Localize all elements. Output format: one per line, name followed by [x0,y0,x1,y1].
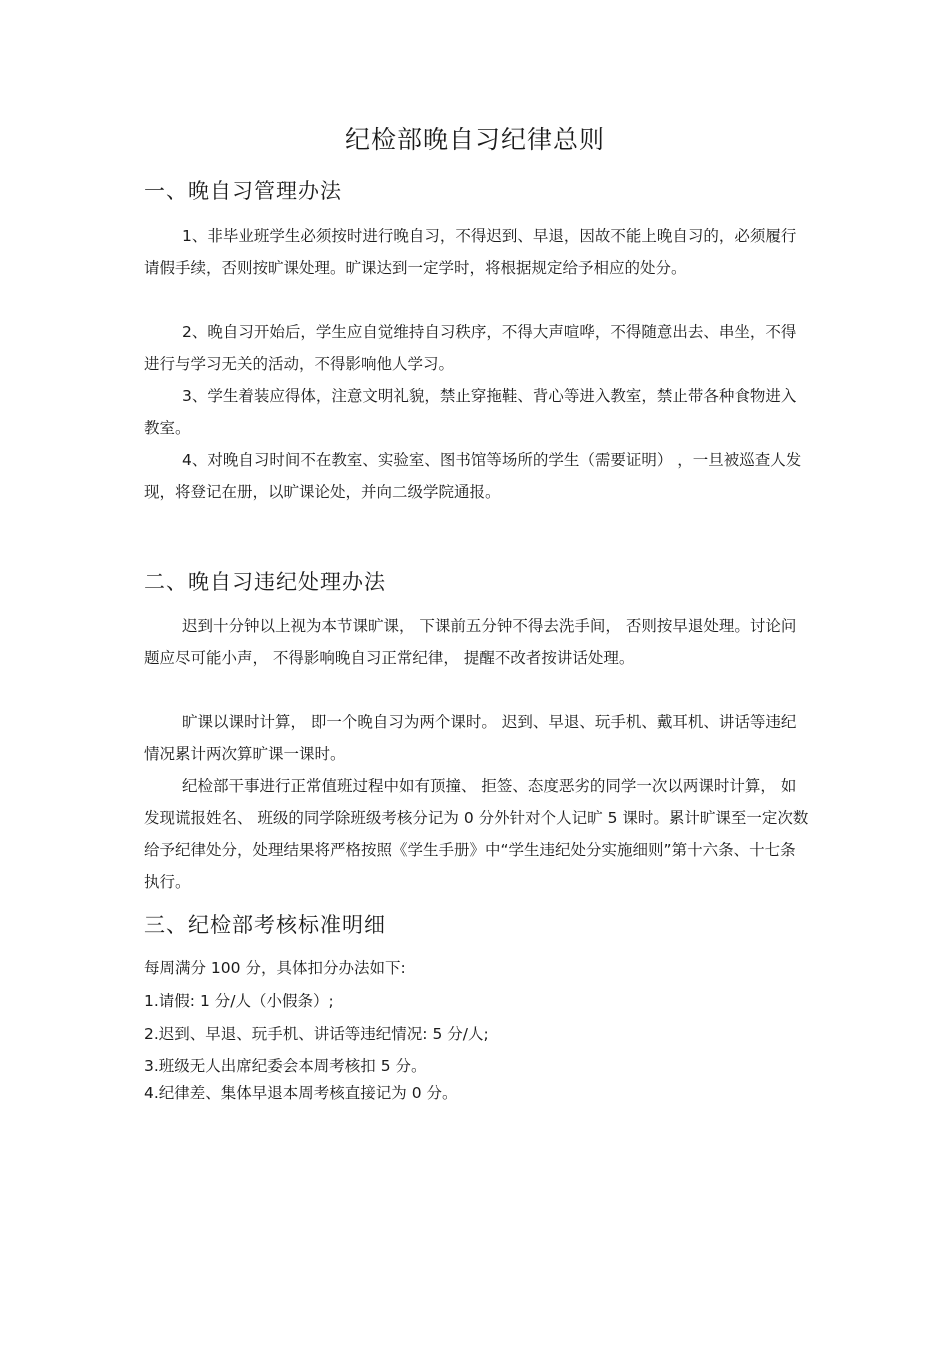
section-heading-1: 一、晚自习管理办法 [144,179,342,203]
section1-paragraph-1: 1、非毕业班学生必须按时进行晚自习，不得迟到、早退，因故不能上晚自习的，必须履行请假手续，否则按旷课处理。旷课达到一定学时，将根据规定给予相应的处分。 [144,227,797,277]
section2-paragraph-3: 纪检部干事进行正常值班过程中如有顶撞、 拒签、态度恶劣的同学一次以两课时计算， 如发现谎报姓名、 班级的同学除班级考核分记为 0 分外针对个人记旷 5 课时。累计旷课至一定次数给予纪律处分，处理结果将严格按照《学生手册》中“学生违纪处分实施细则”第十六条、十七条执行。 [144,777,809,891]
section1-paragraph-2: 2、晚自习开始后，学生应自觉维持自习秩序，不得大声喧哗，不得随意出去、串坐，不得进行与学习无关的活动，不得影响他人学习。 [144,323,797,373]
section2-paragraph-1: 迟到十分钟以上视为本节课旷课， 下课前五分钟不得去洗手间， 否则按早退处理。讨论问题应尽可能小声， 不得影响晚自习正常纪律， 提醒不改者按讲话处理。 [144,617,797,667]
document-title: 纪检部晚自习纪律总则 [344,125,605,154]
scoring-item-1: 1.请假: 1 分/人（小假条）; [144,992,334,1010]
scoring-item-3: 3.班级无人出席纪委会本周考核扣 5 分。 [144,1057,427,1075]
scoring-item-4: 4.纪律差、集体早退本周考核直接记为 0 分。 [144,1084,458,1102]
section1-paragraph-3: 3、学生着装应得体，注意文明礼貌，禁止穿拖鞋、背心等进入教室，禁止带各种食物进入教室。 [144,387,797,437]
section-heading-3: 三、纪检部考核标准明细 [144,913,386,937]
section1-paragraph-4: 4、对晚自习时间不在教室、实验室、图书馆等场所的学生（需要证明） ，一旦被巡查人发现，将登记在册，以旷课论处，并向二级学院通报。 [144,451,802,501]
section-heading-2: 二、晚自习违纪处理办法 [144,570,386,594]
scoring-item-2: 2.迟到、早退、玩手机、讲话等违纪情况: 5 分/人; [144,1025,489,1043]
scoring-intro: 每周满分 100 分，具体扣分办法如下: [144,959,406,977]
section2-paragraph-2: 旷课以课时计算， 即一个晚自习为两个课时。 迟到、早退、玩手机、戴耳机、讲话等违纪情况累计两次算旷课一课时。 [144,713,797,763]
